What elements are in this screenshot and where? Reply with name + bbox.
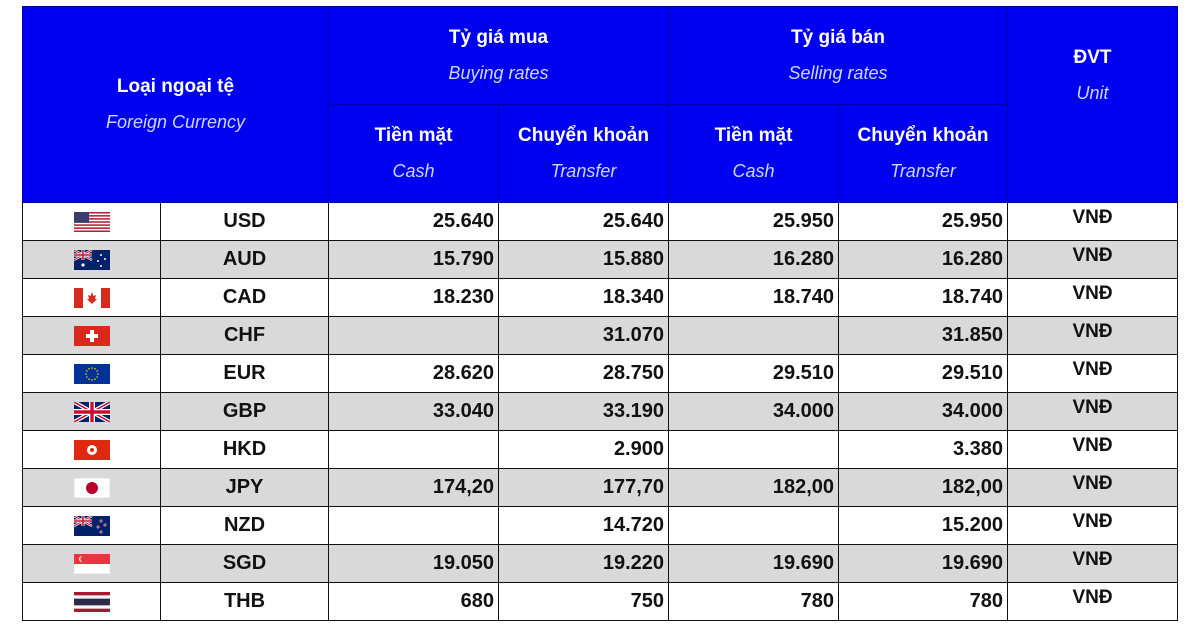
table-row: [23, 545, 1178, 583]
header-sell-cash: [669, 105, 839, 203]
table-row: [23, 317, 1178, 355]
buy-transfer-value: 19.220: [499, 545, 669, 583]
unit-value: VNĐ: [1008, 317, 1178, 355]
sell-transfer-value: 780: [839, 583, 1008, 621]
header-unit-en: Unit: [1076, 83, 1109, 103]
sell-cash-value: 34.000: [669, 393, 839, 431]
sell-cash-value: [669, 507, 839, 545]
table-body: [23, 203, 1178, 621]
exchange-rate-table-container: [22, 6, 1176, 621]
header-cash-en: Cash: [732, 161, 775, 181]
unit-value: VNĐ: [1008, 507, 1178, 545]
currency-code: CAD: [161, 279, 329, 317]
currency-code: NZD: [161, 507, 329, 545]
header-transfer-en: Transfer: [890, 161, 956, 181]
flag-cell: [23, 203, 161, 241]
buy-transfer-value: 28.750: [499, 355, 669, 393]
buy-cash-value: 18.230: [329, 279, 499, 317]
sell-cash-value: [669, 317, 839, 355]
header-buy-transfer: [499, 105, 669, 203]
sell-transfer-value: 182,00: [839, 469, 1008, 507]
flag-cell: [23, 393, 161, 431]
unit-value: VNĐ: [1008, 469, 1178, 507]
flag-cell: [23, 241, 161, 279]
flag-cell: [23, 469, 161, 507]
japan-flag-icon: [74, 478, 110, 498]
thailand-flag-icon: [74, 592, 110, 612]
header-unit-vi: ĐVT: [1073, 47, 1112, 68]
unit-value: VNĐ: [1008, 279, 1178, 317]
switzerland-flag-icon: [74, 326, 110, 346]
sell-transfer-value: 34.000: [839, 393, 1008, 431]
buy-transfer-value: 2.900: [499, 431, 669, 469]
buy-transfer-value: 33.190: [499, 393, 669, 431]
table-row: [23, 241, 1178, 279]
canada-flag-icon: [74, 288, 110, 308]
sell-transfer-value: 31.850: [839, 317, 1008, 355]
singapore-flag-icon: [74, 554, 110, 574]
currency-code: GBP: [161, 393, 329, 431]
currency-code: JPY: [161, 469, 329, 507]
header-transfer-en: Transfer: [550, 161, 617, 181]
header-foreign-currency: [23, 7, 329, 203]
unit-value: VNĐ: [1008, 241, 1178, 279]
buy-cash-value: 680: [329, 583, 499, 621]
buy-transfer-value: 750: [499, 583, 669, 621]
sell-cash-value: 19.690: [669, 545, 839, 583]
unit-value: VNĐ: [1008, 203, 1178, 241]
currency-code: CHF: [161, 317, 329, 355]
header-cash-en: Cash: [392, 161, 435, 181]
table-row: [23, 355, 1178, 393]
table-row: [23, 393, 1178, 431]
buy-transfer-value: 31.070: [499, 317, 669, 355]
header-sell-transfer: [839, 105, 1008, 203]
usa-flag-icon: [74, 212, 110, 232]
table-row: [23, 431, 1178, 469]
currency-code: HKD: [161, 431, 329, 469]
unit-value: VNĐ: [1008, 393, 1178, 431]
header-selling-en: Selling rates: [788, 63, 888, 83]
buy-cash-value: [329, 507, 499, 545]
header-cash-vi: Tiền mặt: [374, 125, 453, 146]
australia-flag-icon: [74, 250, 110, 270]
buy-cash-value: 19.050: [329, 545, 499, 583]
buy-transfer-value: 14.720: [499, 507, 669, 545]
table-header: [23, 7, 1178, 203]
eu-flag-icon: [74, 364, 110, 384]
flag-cell: [23, 317, 161, 355]
sell-transfer-value: 16.280: [839, 241, 1008, 279]
flag-cell: [23, 583, 161, 621]
flag-cell: [23, 545, 161, 583]
header-transfer-vi: Chuyển khoản: [518, 125, 649, 146]
hong-kong-flag-icon: [74, 440, 110, 460]
uk-flag-icon: [74, 402, 110, 422]
sell-transfer-value: 29.510: [839, 355, 1008, 393]
header-cash-vi: Tiền mặt: [714, 125, 793, 146]
flag-cell: [23, 355, 161, 393]
header-currency-en: Foreign Currency: [105, 112, 246, 132]
table-row: [23, 507, 1178, 545]
header-selling-vi: Tỷ giá bán: [791, 27, 885, 48]
buy-transfer-value: 25.640: [499, 203, 669, 241]
buy-cash-value: [329, 317, 499, 355]
header-buying-en: Buying rates: [448, 63, 549, 83]
sell-cash-value: 780: [669, 583, 839, 621]
unit-value: VNĐ: [1008, 431, 1178, 469]
table-row: [23, 203, 1178, 241]
header-buying-rates: [329, 7, 669, 105]
flag-cell: [23, 279, 161, 317]
table-row: [23, 469, 1178, 507]
unit-value: VNĐ: [1008, 355, 1178, 393]
buy-transfer-value: 177,70: [499, 469, 669, 507]
currency-code: EUR: [161, 355, 329, 393]
buy-transfer-value: 15.880: [499, 241, 669, 279]
buy-cash-value: 25.640: [329, 203, 499, 241]
currency-code: AUD: [161, 241, 329, 279]
header-selling-rates: [669, 7, 1008, 105]
sell-cash-value: 18.740: [669, 279, 839, 317]
header-transfer-vi: Chuyển khoản: [857, 125, 989, 146]
sell-transfer-value: 15.200: [839, 507, 1008, 545]
flag-cell: [23, 507, 161, 545]
sell-cash-value: 25.950: [669, 203, 839, 241]
sell-transfer-value: 19.690: [839, 545, 1008, 583]
currency-code: USD: [161, 203, 329, 241]
currency-code: THB: [161, 583, 329, 621]
buy-transfer-value: 18.340: [499, 279, 669, 317]
buy-cash-value: 33.040: [329, 393, 499, 431]
sell-transfer-value: 25.950: [839, 203, 1008, 241]
header-unit: [1008, 7, 1178, 203]
table-row: [23, 279, 1178, 317]
new-zealand-flag-icon: [74, 516, 110, 536]
buy-cash-value: 28.620: [329, 355, 499, 393]
unit-value: VNĐ: [1008, 583, 1178, 621]
currency-code: SGD: [161, 545, 329, 583]
buy-cash-value: 174,20: [329, 469, 499, 507]
table-row: [23, 583, 1178, 621]
sell-transfer-value: 3.380: [839, 431, 1008, 469]
sell-cash-value: 16.280: [669, 241, 839, 279]
header-buy-cash: [329, 105, 499, 203]
exchange-rate-table: [22, 6, 1178, 621]
buy-cash-value: 15.790: [329, 241, 499, 279]
sell-transfer-value: 18.740: [839, 279, 1008, 317]
header-buying-vi: Tỷ giá mua: [448, 27, 549, 48]
sell-cash-value: 29.510: [669, 355, 839, 393]
unit-value: VNĐ: [1008, 545, 1178, 583]
header-currency-vi: Loại ngoại tệ: [116, 76, 235, 97]
sell-cash-value: 182,00: [669, 469, 839, 507]
sell-cash-value: [669, 431, 839, 469]
buy-cash-value: [329, 431, 499, 469]
flag-cell: [23, 431, 161, 469]
